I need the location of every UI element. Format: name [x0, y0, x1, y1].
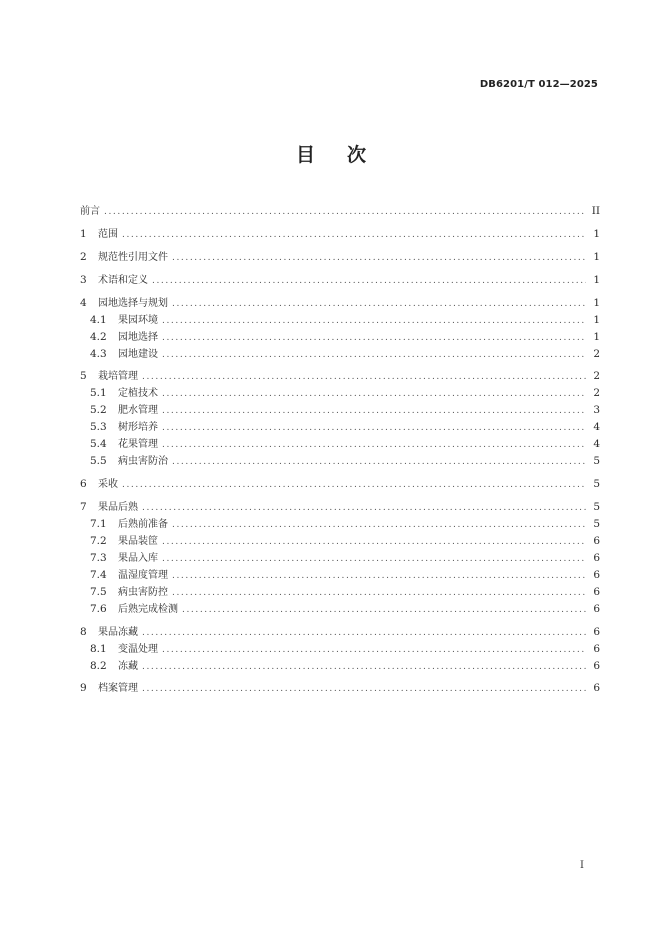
toc-entry-label: 果品入库	[118, 553, 158, 564]
toc-entry[interactable]	[80, 566, 600, 583]
toc-entry[interactable]	[80, 345, 600, 362]
toc-leader-dots	[162, 537, 586, 547]
toc-entry[interactable]	[80, 294, 600, 311]
table-of-contents	[80, 202, 600, 696]
toc-entry-label: 肥水管理	[118, 405, 158, 416]
toc-entry-label: 园地选择	[118, 332, 158, 343]
toc-entry[interactable]	[80, 532, 600, 549]
toc-entry-number: 4.2	[90, 331, 107, 343]
toc-leader-dots	[142, 503, 586, 513]
toc-entry-number: 9	[80, 682, 87, 694]
toc-entry-page: 4	[593, 438, 600, 450]
toc-entry-number: 7.1	[90, 518, 107, 530]
toc-entry-number: 6	[80, 478, 87, 490]
toc-entry-page: 2	[593, 370, 600, 382]
toc-entry-page: 2	[593, 348, 600, 360]
toc-entry-page: 6	[593, 626, 600, 638]
toc-entry[interactable]	[80, 202, 600, 219]
toc-leader-dots	[172, 299, 586, 309]
toc-entry-number: 5.2	[90, 404, 107, 416]
toc-entry-number: 3	[80, 274, 87, 286]
toc-entry-page: 1	[593, 331, 600, 343]
toc-entry-label: 园地选择与规划	[98, 298, 168, 309]
toc-leader-dots	[142, 662, 586, 672]
toc-entry[interactable]	[80, 311, 600, 328]
toc-entry-label: 冻藏	[118, 661, 138, 672]
toc-entry-page: 1	[593, 251, 600, 263]
toc-entry-number: 5.5	[90, 455, 107, 467]
toc-entry-label: 定植技术	[118, 388, 158, 399]
toc-entry-page: 6	[593, 569, 600, 581]
toc-leader-dots	[162, 406, 586, 416]
toc-entry-number: 5.1	[90, 387, 107, 399]
toc-leader-dots	[162, 440, 586, 450]
toc-entry[interactable]	[80, 418, 600, 435]
toc-leader-dots	[172, 253, 586, 263]
toc-entry-label: 果品后熟	[98, 502, 138, 513]
toc-entry-label: 果品装筐	[118, 536, 158, 547]
toc-entry-label: 采收	[98, 479, 118, 490]
title-char-1: 目	[295, 144, 315, 166]
toc-entry[interactable]	[80, 657, 600, 674]
toc-entry-number: 8.1	[90, 643, 107, 655]
toc-leader-dots	[142, 372, 586, 382]
toc-entry[interactable]	[80, 600, 600, 617]
toc-entry[interactable]	[80, 679, 600, 696]
toc-entry-number: 5.3	[90, 421, 107, 433]
toc-entry-page: 6	[593, 643, 600, 655]
toc-leader-dots	[172, 520, 586, 530]
toc-entry-number: 4.3	[90, 348, 107, 360]
toc-entry-label: 后熟完成检测	[118, 604, 178, 615]
toc-entry[interactable]	[80, 435, 600, 452]
toc-entry[interactable]	[80, 271, 600, 288]
toc-leader-dots	[172, 457, 586, 467]
toc-entry-label: 后熟前准备	[118, 519, 168, 530]
page-title	[0, 140, 662, 167]
toc-entry-page: 1	[593, 314, 600, 326]
toc-leader-dots	[162, 423, 586, 433]
toc-entry-page: 4	[593, 421, 600, 433]
toc-entry-page: 5	[593, 478, 600, 490]
toc-entry-number: 8.2	[90, 660, 107, 672]
toc-entry-label: 病虫害防控	[118, 587, 168, 598]
toc-entry[interactable]	[80, 475, 600, 492]
toc-entry-number: 7.2	[90, 535, 107, 547]
toc-entry-page: 6	[593, 586, 600, 598]
toc-leader-dots	[122, 230, 586, 240]
toc-leader-dots	[162, 333, 586, 343]
toc-entry-page: II	[591, 205, 600, 217]
toc-entry-number: 8	[80, 626, 87, 638]
toc-entry-label: 温湿度管理	[118, 570, 168, 581]
toc-entry[interactable]	[80, 515, 600, 532]
toc-leader-dots	[142, 628, 586, 638]
toc-entry-page: 6	[593, 660, 600, 672]
toc-entry-label: 术语和定义	[98, 275, 148, 286]
toc-entry[interactable]	[80, 248, 600, 265]
toc-entry-number: 5	[80, 370, 87, 382]
toc-entry-number: 7.5	[90, 586, 107, 598]
toc-leader-dots	[182, 605, 586, 615]
toc-leader-dots	[162, 389, 586, 399]
toc-entry-page: 1	[593, 274, 600, 286]
toc-entry[interactable]	[80, 583, 600, 600]
toc-entry-page: 2	[593, 387, 600, 399]
toc-entry-page: 6	[593, 603, 600, 615]
toc-entry[interactable]	[80, 640, 600, 657]
toc-entry-page: 6	[593, 552, 600, 564]
toc-entry-page: 5	[593, 501, 600, 513]
toc-entry-number: 7.3	[90, 552, 107, 564]
toc-leader-dots	[162, 316, 586, 326]
toc-entry-number: 7.4	[90, 569, 107, 581]
toc-entry-page: 5	[593, 518, 600, 530]
toc-entry-number: 2	[80, 251, 87, 263]
toc-entry-page: 6	[593, 682, 600, 694]
toc-entry-number: 7.6	[90, 603, 107, 615]
toc-entry[interactable]	[80, 384, 600, 401]
toc-entry[interactable]	[80, 401, 600, 418]
toc-leader-dots	[172, 571, 586, 581]
toc-entry-label: 变温处理	[118, 644, 158, 655]
toc-leader-dots	[172, 588, 586, 598]
toc-entry-label: 前言	[80, 206, 100, 217]
toc-entry-label: 栽培管理	[98, 371, 138, 382]
toc-leader-dots	[162, 350, 586, 360]
toc-entry[interactable]	[80, 623, 600, 640]
toc-leader-dots	[104, 207, 586, 217]
toc-entry-label: 档案管理	[98, 683, 138, 694]
toc-entry[interactable]	[80, 498, 600, 515]
toc-leader-dots	[142, 684, 586, 694]
toc-leader-dots	[122, 480, 586, 490]
toc-entry-label: 果品冻藏	[98, 627, 138, 638]
toc-entry-page: 1	[593, 228, 600, 240]
toc-entry-label: 花果管理	[118, 439, 158, 450]
toc-entry-number: 1	[80, 228, 87, 240]
toc-entry[interactable]	[80, 328, 600, 345]
toc-entry-page: 6	[593, 535, 600, 547]
toc-entry[interactable]	[80, 452, 600, 469]
toc-entry[interactable]	[80, 367, 600, 384]
toc-entry-label: 园地建设	[118, 349, 158, 360]
toc-entry-label: 树形培养	[118, 422, 158, 433]
toc-entry-number: 4.1	[90, 314, 107, 326]
toc-entry[interactable]	[80, 225, 600, 242]
document-code: DB6201/T 012—2025	[479, 79, 598, 90]
toc-entry-label: 范围	[98, 229, 118, 240]
toc-entry-page: 1	[593, 297, 600, 309]
toc-entry-number: 4	[80, 297, 87, 309]
toc-entry-label: 病虫害防治	[118, 456, 168, 467]
toc-entry-number: 5.4	[90, 438, 107, 450]
toc-entry-page: 5	[593, 455, 600, 467]
page-number: I	[580, 860, 584, 871]
toc-leader-dots	[162, 554, 586, 564]
toc-entry-page: 3	[593, 404, 600, 416]
toc-entry-number: 7	[80, 501, 87, 513]
title-char-2: 次	[347, 144, 367, 166]
toc-entry-label: 规范性引用文件	[98, 252, 168, 263]
toc-entry[interactable]	[80, 549, 600, 566]
toc-leader-dots	[152, 276, 586, 286]
toc-entry-label: 果园环境	[118, 315, 158, 326]
toc-leader-dots	[162, 645, 586, 655]
